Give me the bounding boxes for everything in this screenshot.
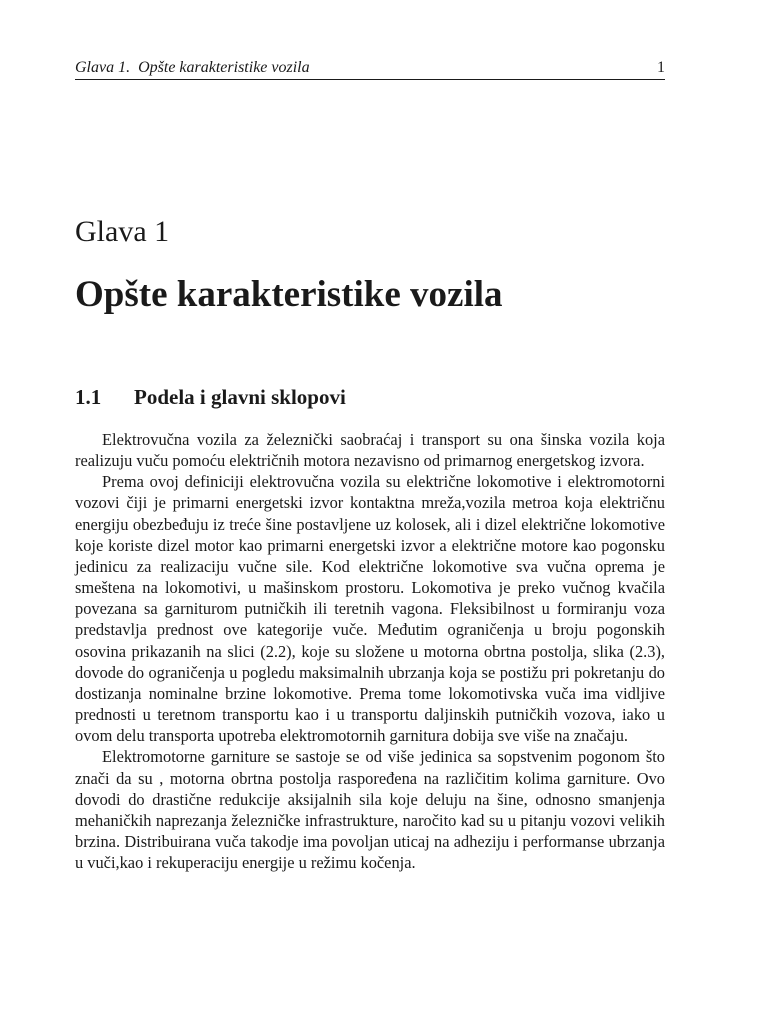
body-text (75, 429, 665, 873)
paragraph: Elektrovučna vozila za železnički saobraćaj i transport su ona šinska vozila koja realizuju vuču pomoću električnih motora nezavisno od primarnog energetskog izvora. (75, 430, 665, 471)
running-header (75, 57, 665, 79)
chapter-title: Opšte karakteristike vozila (75, 274, 503, 315)
section-number: 1.1 (75, 385, 102, 409)
paragraph: Prema ovoj definiciji elektrovučna vozila su električne lokomotive i elektromotorni vozovi čiji je primarni energetski izvor kontaktna mreža,vozila metroa koja električnu energiju obezbeđuju iz treće šine postavljene uz kolosek, ali i dizel električne lokomotive koje koriste dizel motor kao primarni energetski izvor a električne motore kao pogonsku jedinicu za realizaciju vučne sile. Kod električne lokomotive sva vučna oprema je smeštena na lokomotivi, u mašinskom prostoru. Lokomotiva je preko vučnog kvačila povezana sa garniturom putničkih ili teretnih vagona. Fleksibilnost u formiranju voza predstavlja prednost ove kategorije vuče. Međutim ograničenja u broju pogonskih osovina prikazanih na slici (2.2), koje su složene u motorna obrtna postolja, slika (2.3), dovode do ograničenja u pogledu maksimalnih ubrzanja koja se postižu pri pokretanju do dostizanja nominalne brzine lokomotive. Prema tome lokomotivska vuča ima vidljive prednosti u teretnom transportu kao i u transportu daljinskih putničkih vozova, iako u ovom delu transporta upotreba elektromotornih garnitura dobija sve više na značaju. (75, 472, 665, 746)
header-rule (75, 79, 665, 80)
section-heading (75, 382, 346, 412)
section-title: Podela i glavni sklopovi (134, 385, 346, 409)
page-number: 1 (657, 59, 665, 76)
chapter-label: Glava 1 (75, 215, 170, 248)
running-header-title: Glava 1. Opšte karakteristike vozila (75, 59, 310, 76)
paragraph: Elektromotorne garniture se sastoje se od više jedinica sa sopstvenim pogonom što znači da su , motorna obrtna postolja raspoređena na različitim kolima garniture. Ovo dovodi do drastične redukcije aksijalnih sila koje deluju na šine, odnosno smanjenja mehaničkih naprezanja železničke infrastrukture, naročito kad su u pitanju vozovi velikih brzina. Distribuirana vuča takodje ima povoljan uticaj na adheziju i performanse ubrzanja u vuči,kao i rekuperaciju energije u režimu kočenja. (75, 747, 665, 873)
